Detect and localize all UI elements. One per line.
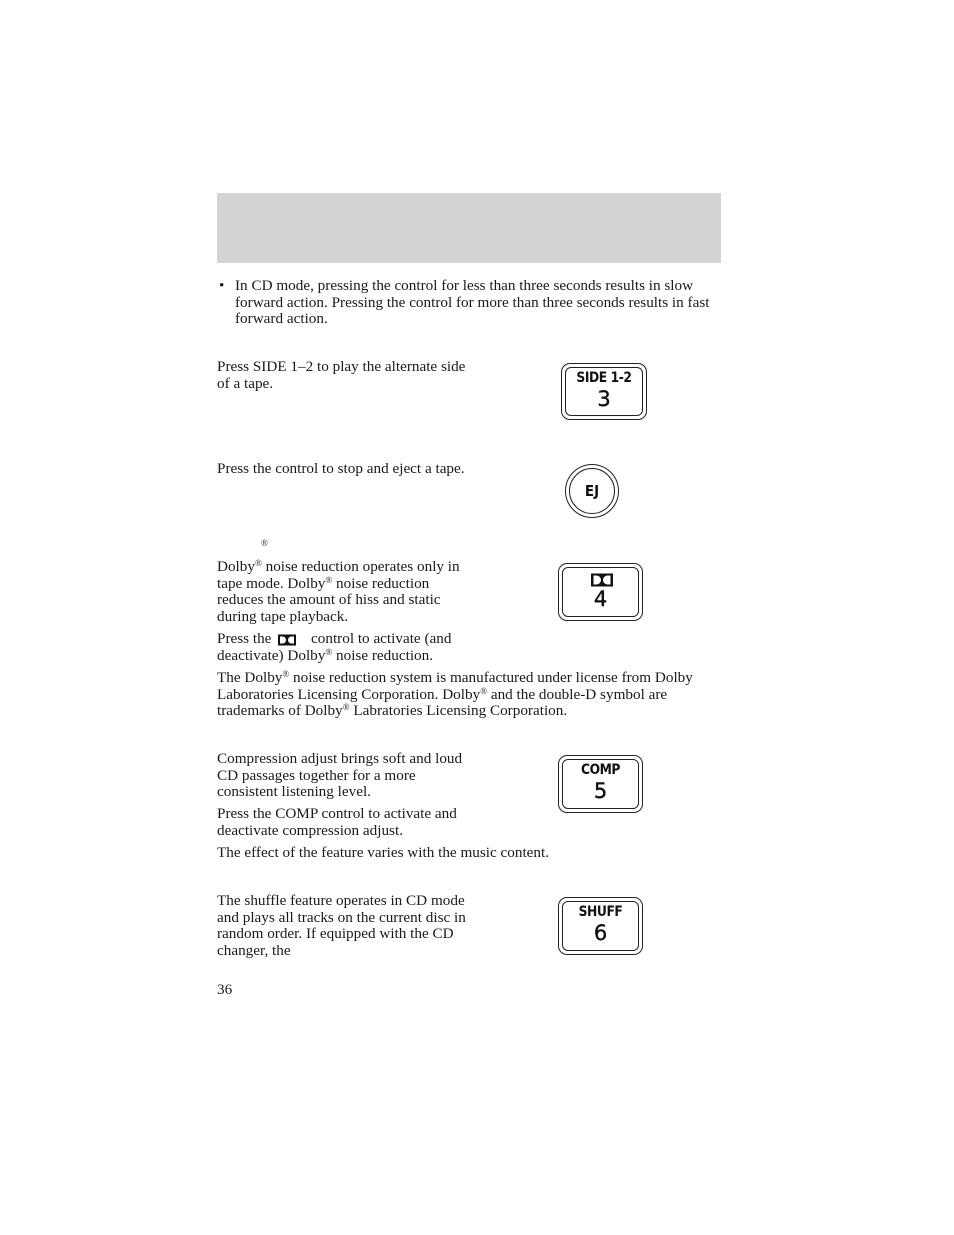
comp-paragraph-1: Compression adjust brings soft and loud CD passages together for a more consistent listening level. xyxy=(217,750,463,801)
eject-button[interactable] xyxy=(565,464,619,518)
double-d-icon xyxy=(590,573,614,587)
comp-button[interactable] xyxy=(558,755,643,813)
shuffle-button-number: 6 xyxy=(593,921,608,945)
dolby-paragraph-3: The Dolby® noise reduction system is manufactured under license from Dolby Laboratories Licensing Corporation. Dolby® and the double-D symbol are trademarks of Dolby® Labratories Licensing Corporation. xyxy=(217,669,693,720)
comp-button-label: COMP xyxy=(580,762,621,778)
dolby-button[interactable] xyxy=(558,563,643,621)
shuffle-paragraph-1: The shuffle feature operates in CD mode and plays all tracks on the current disc in random order. If equipped with the CD changer, the xyxy=(217,892,466,959)
page-number: 36 xyxy=(217,981,233,998)
side-button-label: SIDE 1-2 xyxy=(576,370,632,386)
dolby-heading-reg-mark: ® xyxy=(261,538,268,548)
dolby-paragraph-1: Dolby® noise reduction operates only in tape mode. Dolby® noise reduction reduces the amount of hiss and static during tape playback. xyxy=(217,558,460,625)
comp-button-number: 5 xyxy=(593,779,608,803)
eject-description: Press the control to stop and eject a tape. xyxy=(217,460,465,477)
double-d-icon xyxy=(277,634,297,646)
list-item: • In CD mode, pressing the control for less than three seconds results in slow forward action. Pressing the control for more than three seconds results in fast forward action. xyxy=(217,278,727,328)
bullet-list xyxy=(217,278,727,328)
comp-paragraph-3: The effect of the feature varies with the music content. xyxy=(217,844,550,861)
dolby-button-number: 4 xyxy=(593,587,608,611)
dolby-paragraph-2: Press the control to activate (and deactivate) Dolby® noise reduction. xyxy=(217,630,452,664)
shuffle-button-label: SHUFF xyxy=(578,904,623,920)
eject-button-label: EJ xyxy=(584,482,600,500)
comp-paragraph-2: Press the COMP control to activate and deactivate compression adjust. xyxy=(217,805,457,839)
side-button-number: 3 xyxy=(597,387,611,411)
section-header-bar xyxy=(217,193,721,263)
shuffle-button[interactable] xyxy=(558,897,643,955)
side-description: Press SIDE 1–2 to play the alternate side of a tape. xyxy=(217,358,466,392)
side-1-2-button[interactable] xyxy=(561,363,647,420)
